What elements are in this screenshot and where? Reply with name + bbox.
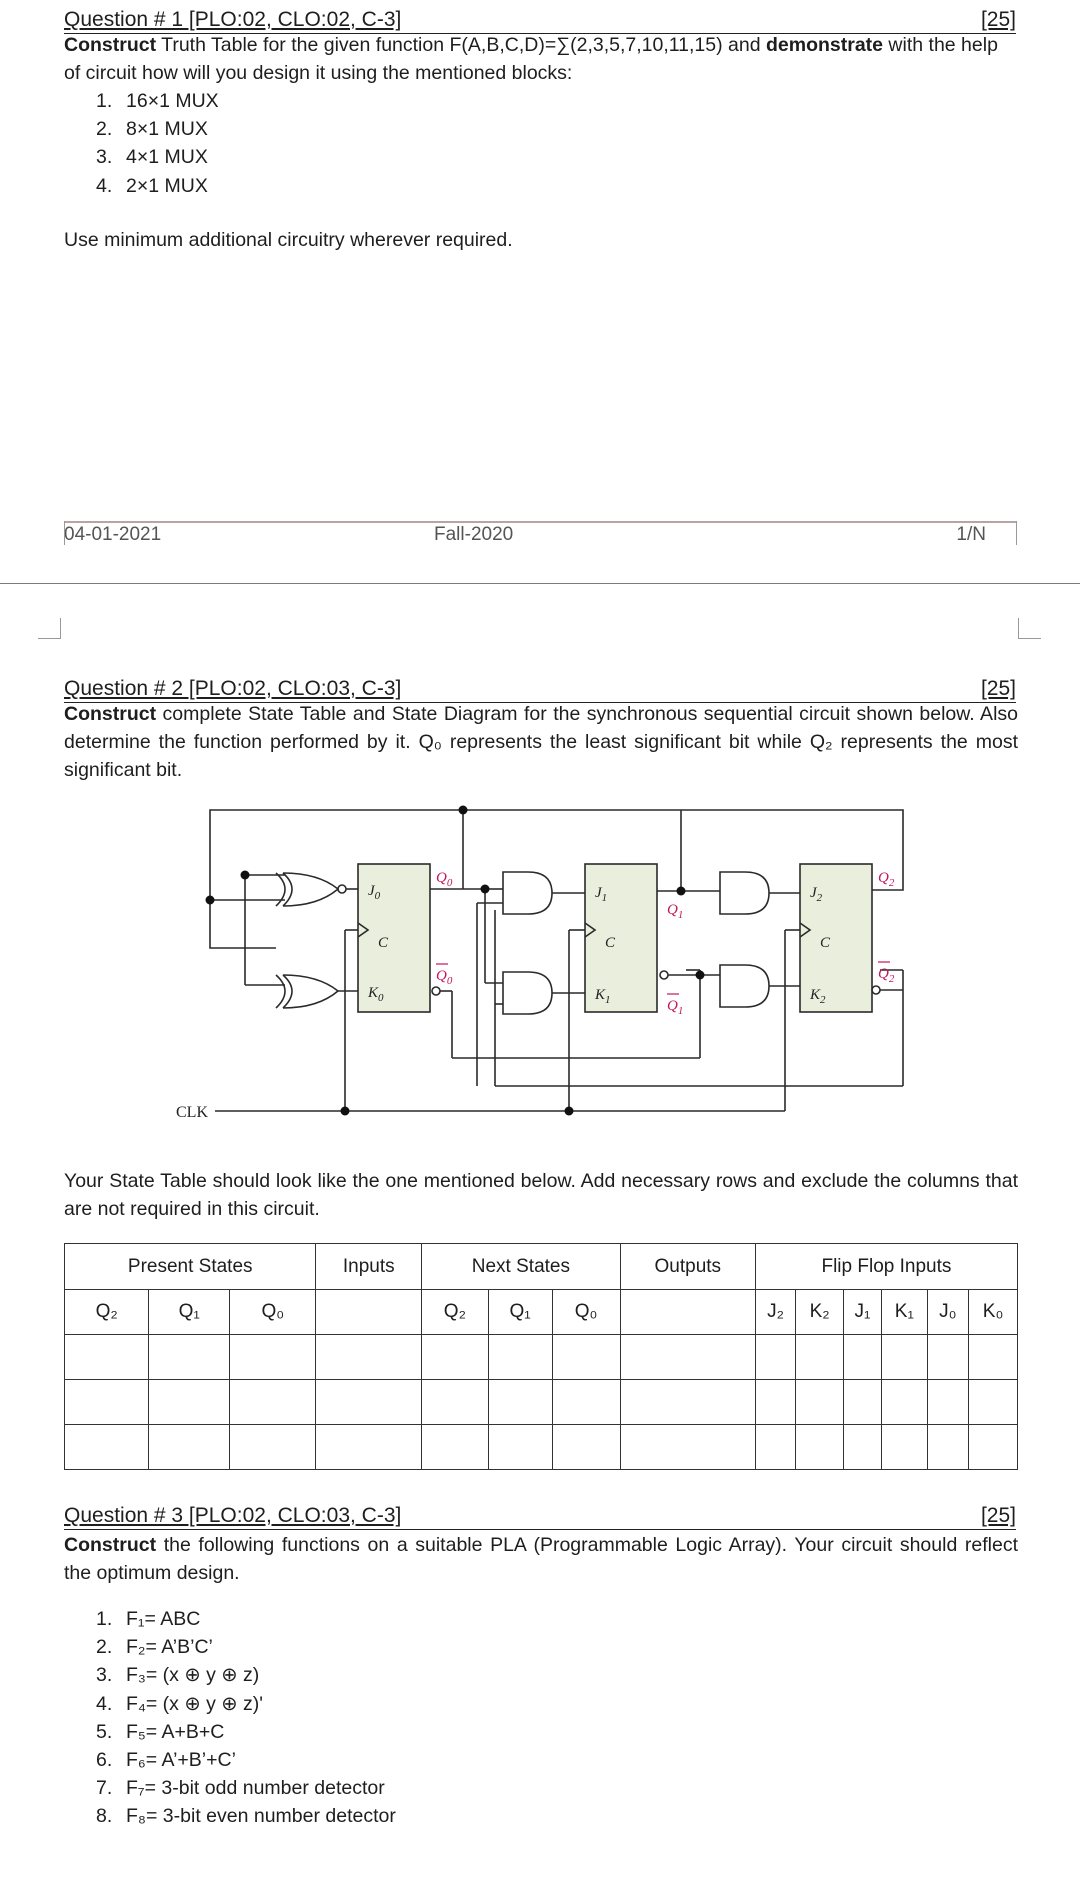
footer-corner-right: [1016, 521, 1017, 545]
label-j2: $J_2$: [810, 885, 823, 904]
label-q2: $Q_2$: [878, 870, 895, 889]
label-q0-bar: $Q_0$: [436, 968, 453, 987]
q1-bold-construct: Construct: [64, 34, 157, 56]
footer-date: 04-01-2021: [64, 524, 162, 545]
group-outputs: Outputs: [620, 1244, 755, 1290]
footer-term: Fall-2020: [434, 524, 514, 545]
table-row: [65, 1335, 1018, 1380]
group-present-states: Present States: [65, 1244, 316, 1290]
q2-table-note: Your State Table should look like the one mentioned below. Add necessary rows and exclude the columns that are not required in this circuit.: [64, 1170, 1018, 1220]
q1-bold-demonstrate: demonstrate: [765, 34, 884, 56]
col-inputs: [316, 1290, 422, 1335]
q3-marks: [25]: [980, 1504, 1016, 1527]
state-table: [64, 1243, 1018, 1470]
label-k1: $K_1$: [595, 987, 611, 1006]
group-flip-flop-inputs: Flip Flop Inputs: [755, 1244, 1017, 1290]
sequential-circuit-diagram: [0, 790, 1080, 1130]
list-item: 1. 16×1 MUX: [96, 90, 219, 112]
list-item: 8. F₈= 3-bit even number detector: [96, 1805, 396, 1828]
q3-title: Question # 3 [PLO:02, CLO:03, C-3]: [64, 1504, 402, 1527]
q3-bold-construct: Construct: [64, 1534, 157, 1556]
label-j1: $J_1$: [595, 885, 608, 904]
table-row: [65, 1425, 1018, 1470]
q1-title: Question # 1 [PLO:02, CLO:02, C-3]: [64, 8, 402, 31]
q1-marks: [25]: [980, 8, 1016, 31]
q1-stmt-end: with the help of circuit how will you design it using the mentioned blocks:: [64, 34, 998, 84]
col-present-q1: Q₁: [149, 1290, 230, 1335]
label-k0: $K_0$: [368, 985, 384, 1004]
table-row: [65, 1380, 1018, 1425]
crop-mark-left: [38, 618, 61, 639]
q2-marks: [25]: [980, 677, 1016, 700]
label-q0: $Q_0$: [436, 870, 453, 889]
q3-statement: [64, 1531, 1018, 1587]
label-c0: C: [378, 935, 389, 951]
label-q1-bar: $Q_1$: [667, 998, 684, 1017]
q3-function-list: [96, 1605, 396, 1831]
list-item: 5. F₅= A+B+C: [96, 1720, 225, 1743]
q3-header: [64, 1502, 1016, 1530]
col-j0: J₀: [927, 1290, 969, 1335]
col-k0: K₀: [969, 1290, 1018, 1335]
q1-stmt-mid: Truth Table for the given function F(A,B,C,D)=∑(2,3,5,7,10,11,15) and: [156, 34, 766, 56]
group-inputs: Inputs: [316, 1244, 422, 1290]
list-item: 2. F₂= A’B’C’: [96, 1636, 213, 1659]
col-next-q1: Q₁: [488, 1290, 552, 1335]
list-item: 1. F₁= ABC: [96, 1608, 201, 1630]
list-item: 4. 2×1 MUX: [96, 174, 208, 197]
q2-title: Question # 2 [PLO:02, CLO:03, C-3]: [64, 677, 402, 700]
label-j0: $J_0$: [368, 883, 381, 902]
list-item: 4. F₄= (x ⊕ y ⊕ z)': [96, 1692, 263, 1715]
col-present-q2: Q₂: [65, 1290, 149, 1335]
q2-header: [64, 675, 1016, 703]
q1-mux-list: [96, 87, 219, 200]
col-next-q0: Q₀: [552, 1290, 620, 1335]
clk-label: CLK: [176, 1104, 208, 1121]
page-footer: [64, 521, 1016, 547]
footer-page: 1/N: [956, 524, 986, 545]
q1-statement: [64, 31, 1018, 87]
list-item: 3. F₃= (x ⊕ y ⊕ z): [96, 1664, 260, 1687]
q2-stmt-text: complete State Table and State Diagram for the synchronous sequential circuit shown below. Also determine the function performed by it. Q₀ represents the least significant bit while Q₂ represents the most significant bit.: [64, 703, 1018, 781]
q1-note: Use minimum additional circuitry wherever required.: [64, 229, 513, 251]
list-item: 2. 8×1 MUX: [96, 118, 208, 141]
q2-bold-construct: Construct: [64, 703, 157, 725]
page-break-divider: [0, 583, 1080, 584]
label-c2: C: [820, 935, 831, 951]
col-k1: K₁: [882, 1290, 927, 1335]
col-present-q0: Q₀: [230, 1290, 316, 1335]
list-item: 6. F₆= A’+B’+C’: [96, 1749, 236, 1772]
label-q2-bar: $Q_2$: [878, 966, 895, 985]
group-next-states: Next States: [422, 1244, 621, 1290]
col-k2: K₂: [796, 1290, 844, 1335]
col-j2: J₂: [755, 1290, 795, 1335]
footer-corner-left: [64, 521, 65, 545]
label-k2: $K_2$: [810, 987, 826, 1006]
q3-stmt-text: the following functions on a suitable PLA (Programmable Logic Array). Your circuit should reflect the optimum design.: [64, 1534, 1018, 1584]
crop-mark-right: [1018, 618, 1041, 639]
col-j1: J₁: [843, 1290, 881, 1335]
label-q1: $Q_1$: [667, 902, 684, 921]
q2-statement: [64, 700, 1018, 784]
col-next-q2: Q₂: [422, 1290, 489, 1335]
list-item: 7. F₇= 3-bit odd number detector: [96, 1777, 385, 1800]
col-outputs: [620, 1290, 755, 1335]
label-c1: C: [605, 935, 616, 951]
list-item: 3. 4×1 MUX: [96, 146, 208, 169]
q1-header: [64, 6, 1016, 34]
